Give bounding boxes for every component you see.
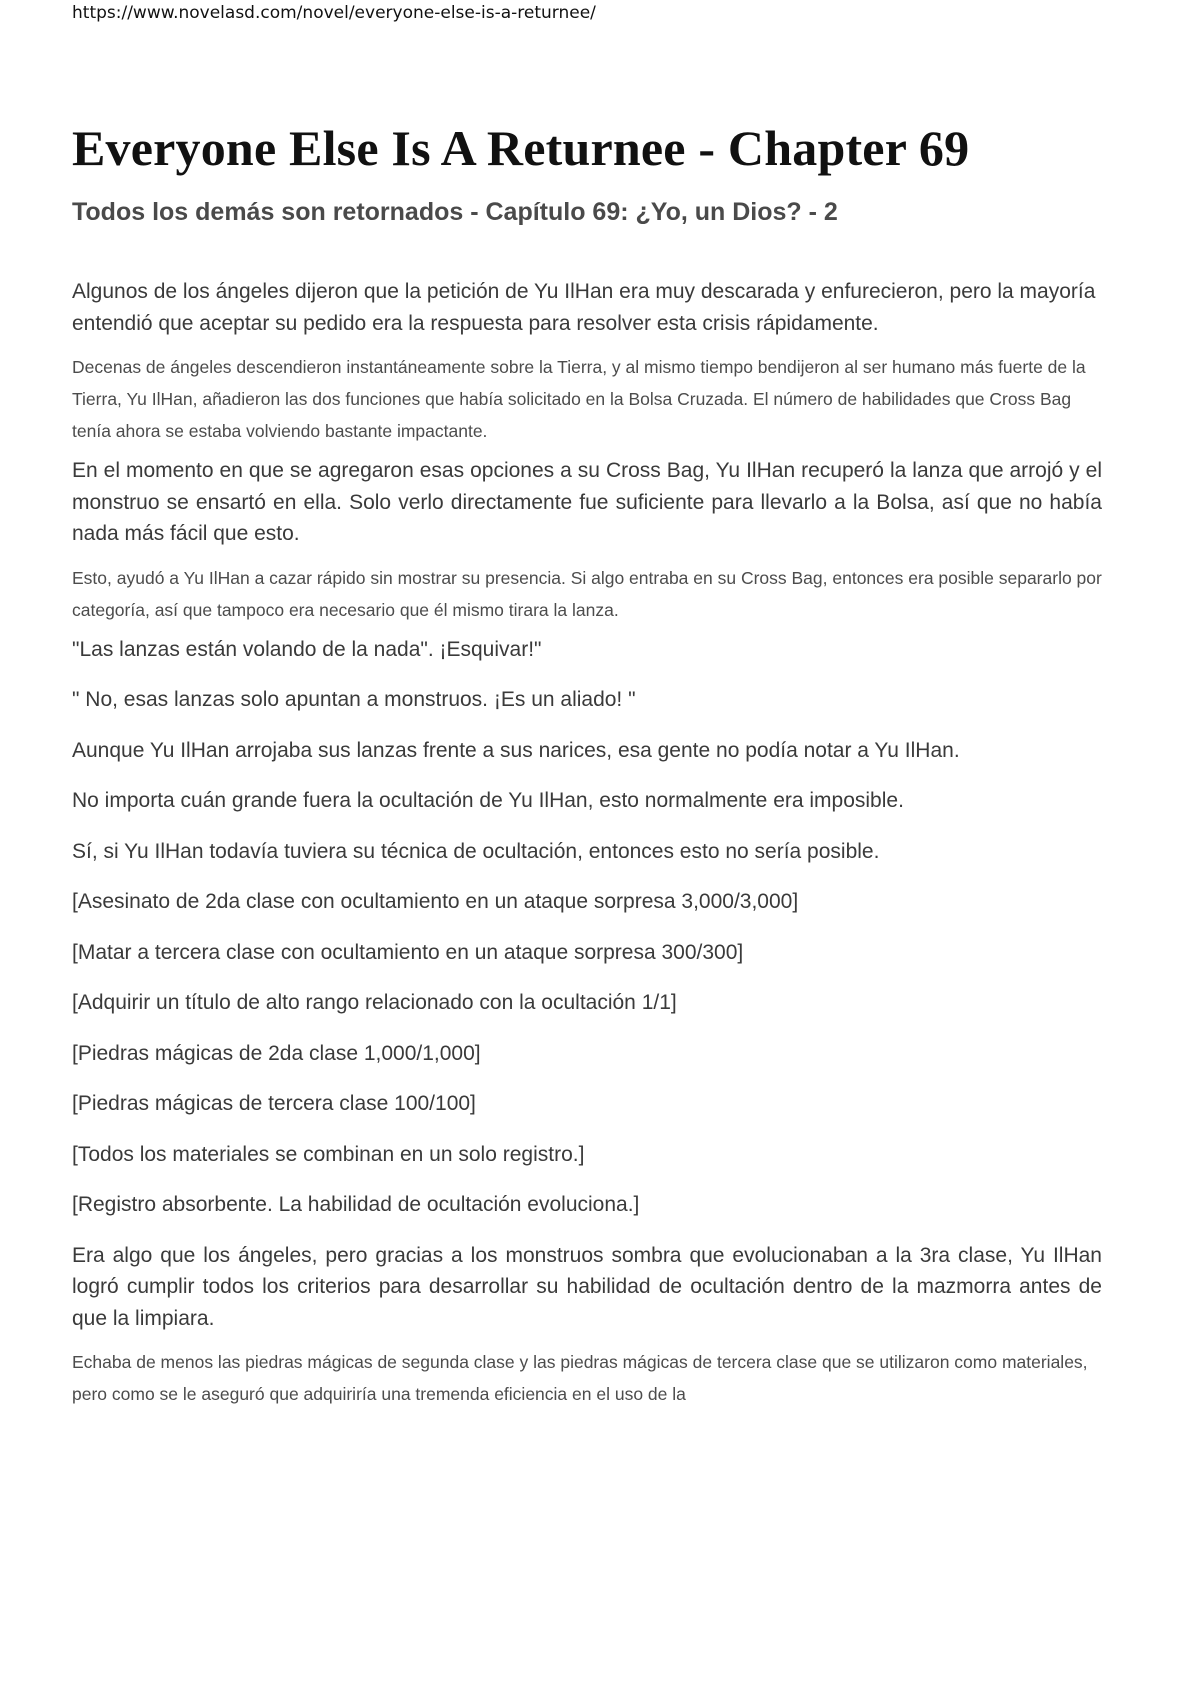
system-message: [Todos los materiales se combinan en un solo registro.] xyxy=(72,1142,585,1166)
system-message: [Asesinato de 2da clase con ocultamiento en un ataque sorpresa 3,000/3,000] xyxy=(72,890,799,913)
source-url[interactable]: https://www.novelasd.com/novel/everyone-else-is-a-returnee/ xyxy=(72,3,596,23)
paragraph: En el momento en que se agregaron esas opciones a su Cross Bag, Yu IlHan recuperó la lanza que arrojó y el monstruo se ensartó en ella. Solo verlo directamente fue suficiente para llevarlo a la Bolsa, así que no había nada más fácil que esto. xyxy=(72,459,1102,545)
chapter-title: Everyone Else Is A Returnee - Chapter 69 xyxy=(72,120,970,176)
paragraph: Algunos de los ángeles dijeron que la petición de Yu IlHan era muy descarada y enfurecieron, pero la mayoría entendió que aceptar su pedido era la respuesta para resolver esta crisis rápidamente. xyxy=(72,280,1096,335)
paragraph: Aunque Yu IlHan arrojaba sus lanzas frente a sus narices, esa gente no podía notar a Yu IlHan. xyxy=(72,738,960,762)
dialogue-line: "Las lanzas están volando de la nada". ¡Esquivar!" xyxy=(72,637,542,661)
paragraph: Echaba de menos las piedras mágicas de segunda clase y las piedras mágicas de tercera clase que se utilizaron como materiales, pero como se le aseguró que adquiriría una tremenda eficiencia en el uso de la xyxy=(72,1352,1088,1404)
system-message: [Registro absorbente. La habilidad de ocultación evoluciona.] xyxy=(72,1193,640,1216)
paragraph: Sí, si Yu IlHan todavía tuviera su técnica de ocultación, entonces esto no sería posible. xyxy=(72,839,880,863)
article xyxy=(72,118,1102,1418)
article-body xyxy=(72,276,1102,1410)
system-message: [Adquirir un título de alto rango relacionado con la ocultación 1/1] xyxy=(72,991,677,1014)
system-message: [Piedras mágicas de 2da clase 1,000/1,000] xyxy=(72,1041,481,1065)
paragraph: No importa cuán grande fuera la ocultación de Yu IlHan, esto normalmente era imposible. xyxy=(72,789,904,812)
chapter-subtitle: Todos los demás son retornados - Capítulo 69: ¿Yo, un Dios? - 2 xyxy=(72,198,838,226)
system-message: [Matar a tercera clase con ocultamiento en un ataque sorpresa 300/300] xyxy=(72,940,744,964)
system-message: [Piedras mágicas de tercera clase 100/100] xyxy=(72,1092,476,1115)
paragraph: Decenas de ángeles descendieron instantáneamente sobre la Tierra, y al mismo tiempo bendijeron al ser humano más fuerte de la Tierra, Yu IlHan, añadieron las dos funciones que había solicitado en la Bolsa Cruzada. El número de habilidades que Cross Bag tenía ahora se estaba volviendo bastante impactante. xyxy=(72,357,1086,441)
paragraph: Esto, ayudó a Yu IlHan a cazar rápido sin mostrar su presencia. Si algo entraba en su Cross Bag, entonces era posible separarlo por categoría, así que tampoco era necesario que él mismo tirara la lanza. xyxy=(72,567,1102,620)
dialogue-line: " No, esas lanzas solo apuntan a monstruos. ¡Es un aliado! " xyxy=(72,688,636,711)
paragraph: Era algo que los ángeles, pero gracias a los monstruos sombra que evolucionaban a la 3ra clase, Yu IlHan logró cumplir todos los criterios para desarrollar su habilidad de ocultación dentro de la mazmorra antes de que la limpiara. xyxy=(72,1243,1102,1330)
